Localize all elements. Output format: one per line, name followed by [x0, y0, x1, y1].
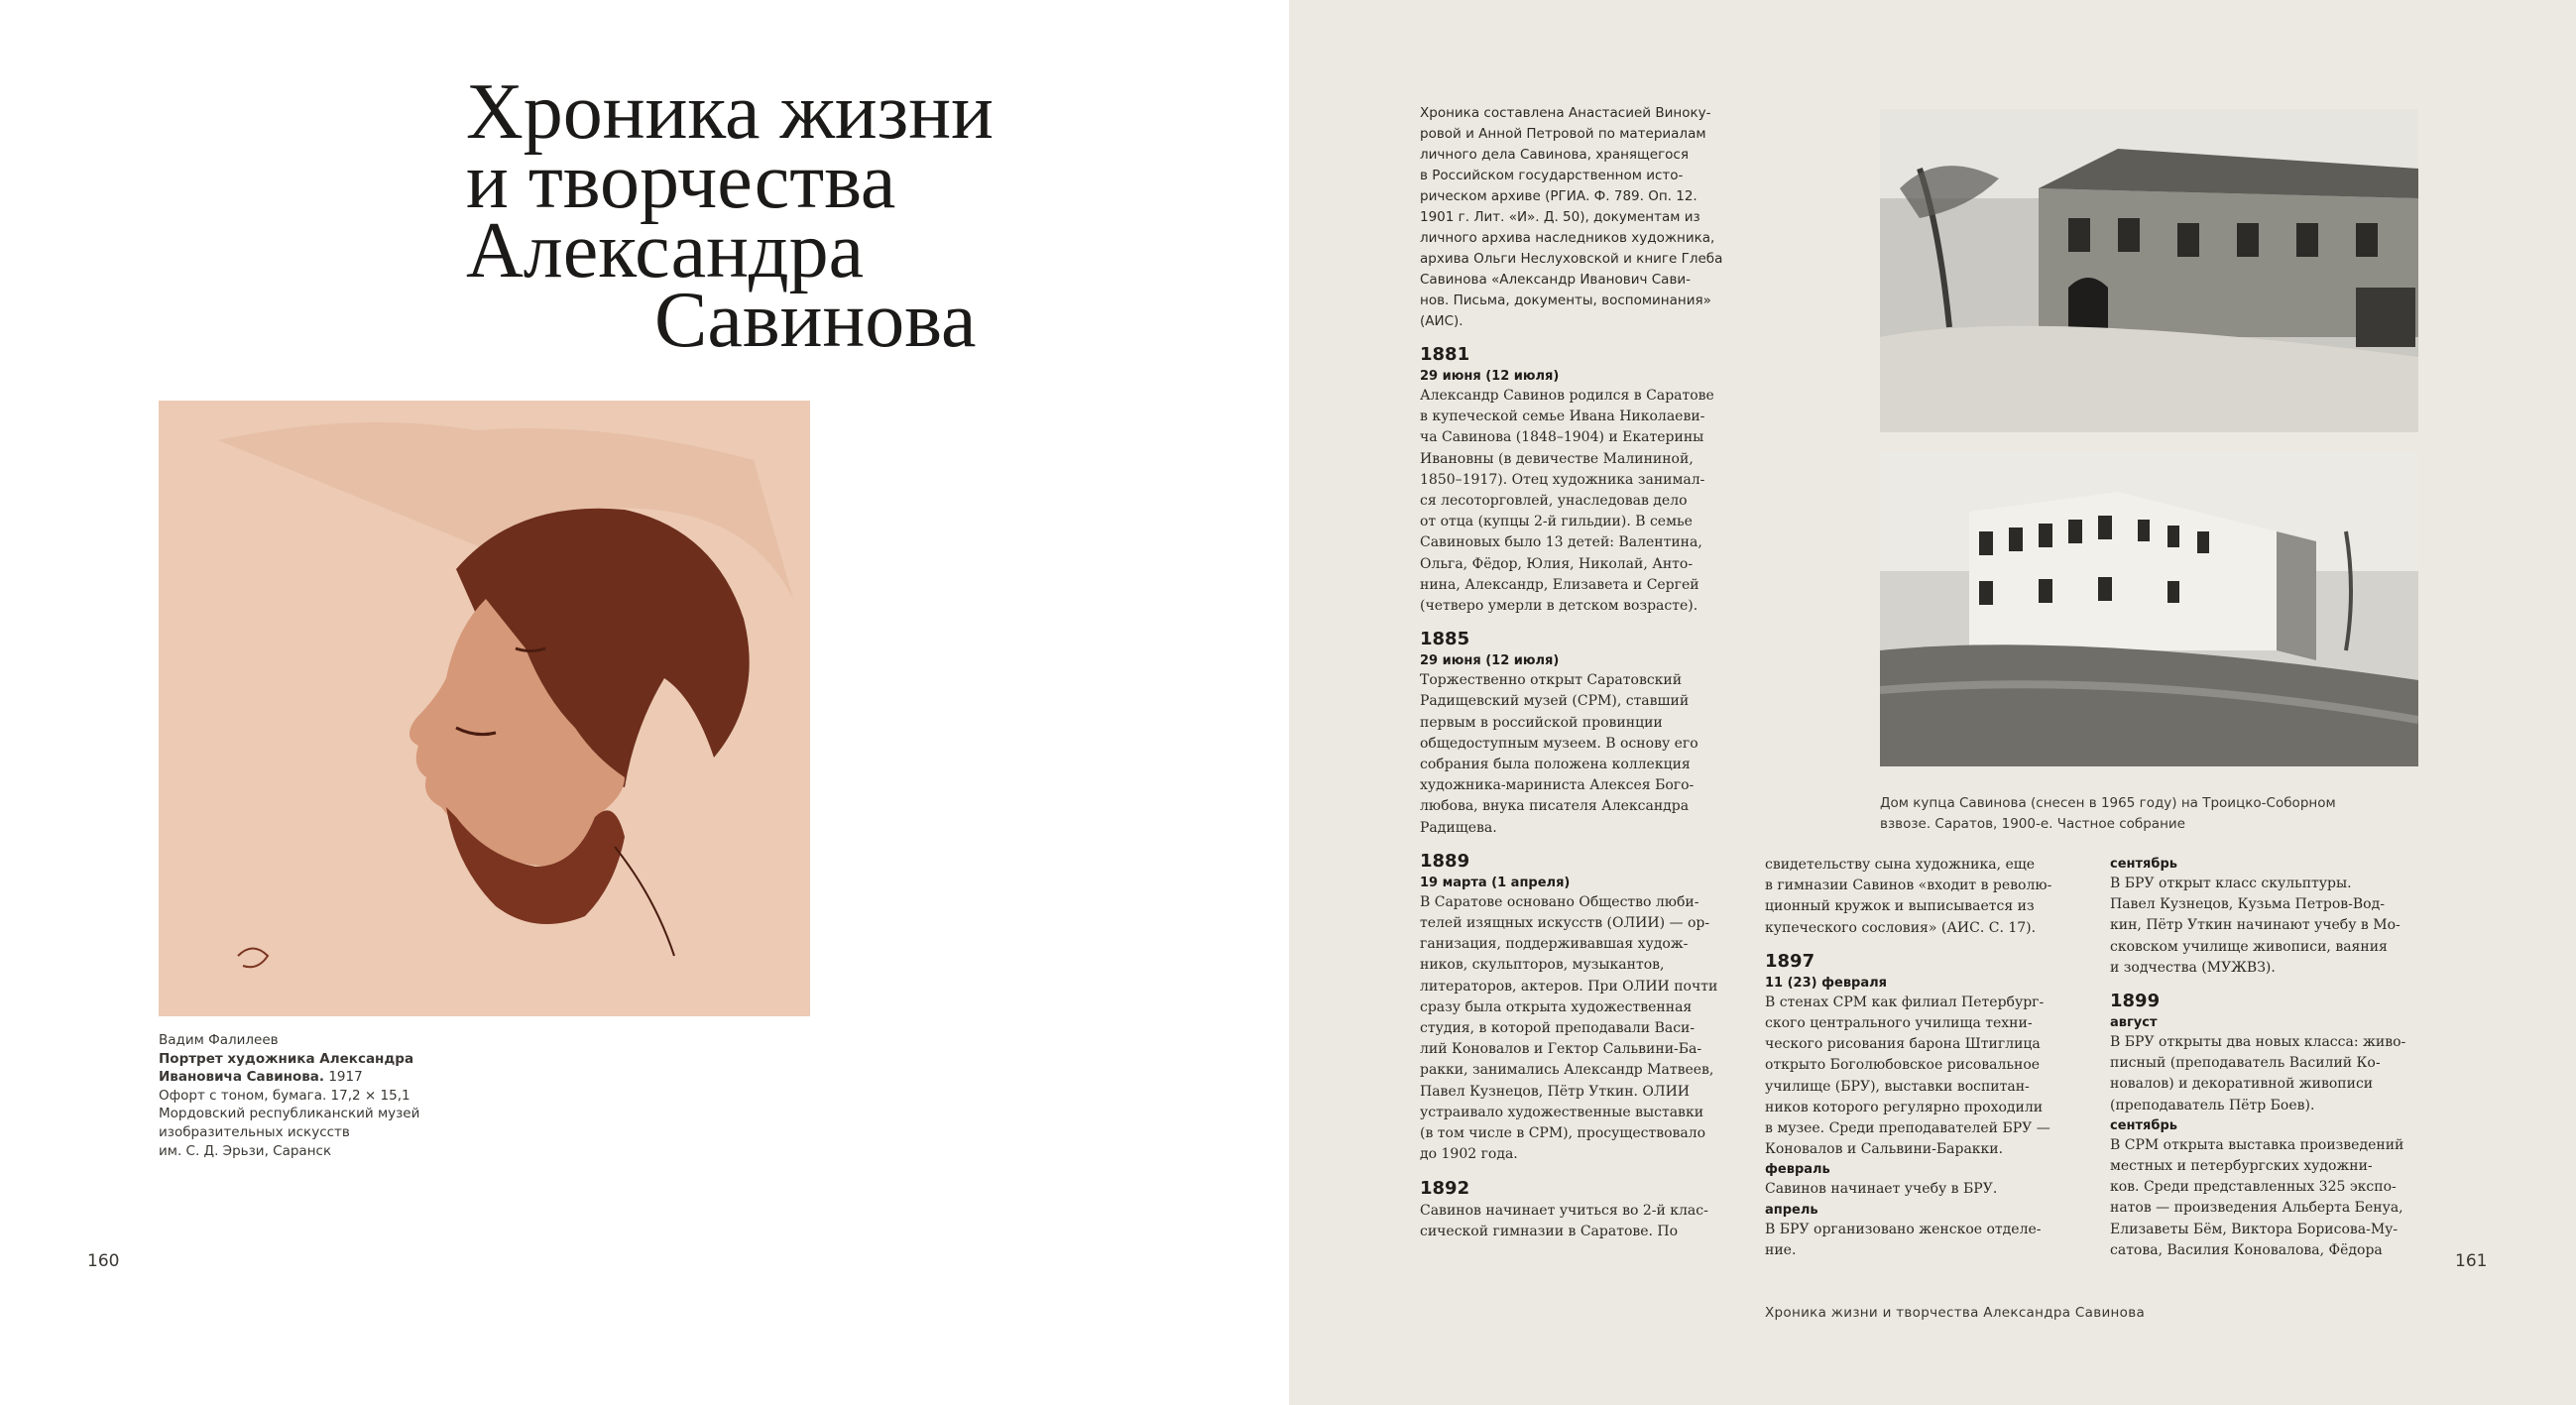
- running-head: Хроника жизни и творчества Александра Савинова: [1765, 1305, 2146, 1321]
- text-line: нина, Александр, Елизавета и Сергей: [1420, 576, 1699, 593]
- text-line: В БРУ открыты два новых класса: живо-: [2110, 1034, 2406, 1051]
- page-number: 160: [87, 1251, 120, 1271]
- chronicle-year: 1885: [1420, 629, 1470, 650]
- chronicle-year: 1881: [1420, 344, 1470, 365]
- text-line: 1850–1917). Отец художника занимал-: [1420, 471, 1705, 488]
- title-line: и творчества: [466, 138, 896, 225]
- text-line: ча Савинова (1848–1904) и Екатерины: [1420, 429, 1704, 446]
- title-line: Хроника жизни: [466, 68, 994, 156]
- text-line: личного дела Савинова, хранящегося: [1420, 147, 1689, 163]
- chronicle-date: сентябрь: [2110, 1117, 2177, 1133]
- text-line: собрания была положена коллекция: [1420, 757, 1691, 773]
- photo-caption: [1880, 793, 2435, 835]
- caption-year: 1917: [324, 1069, 363, 1086]
- text-line: 1901 г. Лит. «И». Д. 50), документам из: [1420, 209, 1700, 225]
- text-line: Радищевский музей (СРМ), ставший: [1420, 693, 1690, 710]
- text-line: Ивановны (в девичестве Малининой,: [1420, 450, 1694, 467]
- text-line: Павел Кузнецов, Пётр Уткин. ОЛИИ: [1420, 1083, 1691, 1100]
- chronicle-column-1: [1420, 103, 1747, 1242]
- text-line: в Российском государственном исто-: [1420, 168, 1684, 183]
- text-line: художника-мариниста Алексея Бого-: [1420, 777, 1695, 794]
- chronicle-date: сентябрь: [2110, 857, 2177, 872]
- text-line: Савиновых было 13 детей: Валентина,: [1420, 534, 1702, 551]
- text-line: писный (преподаватель Василий Ко-: [2110, 1055, 2381, 1072]
- text-line: Савинов начинает учиться во 2-й клас-: [1420, 1202, 1708, 1219]
- text-line: взвозе. Саратов, 1900-е. Частное собрание: [1880, 816, 2185, 832]
- text-line: сатова, Василия Коновалова, Фёдора: [2110, 1241, 2383, 1258]
- title-line: Александра: [466, 207, 865, 294]
- house-photo-icon: [1880, 452, 2418, 766]
- etching-portrait-icon: [159, 401, 810, 1016]
- chronicle-year: 1892: [1420, 1177, 1470, 1199]
- chronicle-date: 29 июня (12 июля): [1420, 653, 1560, 669]
- chronicle-date: февраль: [1765, 1162, 1830, 1178]
- text-line: первым в российской провинции: [1420, 714, 1663, 731]
- text-line: свидетельству сына художника, еще: [1765, 857, 2036, 873]
- chronicle-year: 1889: [1420, 850, 1470, 872]
- text-line: телей изящных искусств (ОЛИИ) — ор-: [1420, 915, 1710, 932]
- text-line: В стенах СРМ как филиал Петербург-: [1765, 994, 2045, 1010]
- text-line: любова, внука писателя Александра: [1420, 798, 1690, 815]
- text-line: Александр Савинов родился в Саратове: [1420, 388, 1714, 404]
- text-line: ракки, занимались Александр Матвеев,: [1420, 1062, 1714, 1079]
- text-line: сковском училище живописи, ваяния: [2110, 938, 2388, 955]
- text-line: (преподаватель Пётр Боев).: [2110, 1097, 2315, 1113]
- page-title: [466, 68, 1160, 364]
- caption-author: Вадим Фалилеев: [159, 1032, 279, 1048]
- text-line: ровой и Анной Петровой по материалам: [1420, 126, 1706, 142]
- house-photo-top: [1880, 109, 2418, 432]
- title-line: Савинова: [654, 277, 977, 364]
- text-line: кин, Пётр Уткин начинают учебу в Мо-: [2110, 917, 2400, 934]
- text-line: ческого рисования барона Штиглица: [1765, 1036, 2041, 1053]
- caption-technique: Офорт с тоном, бумага. 17,2 × 15,1: [159, 1087, 410, 1104]
- text-line: местных и петербургских художни-: [2110, 1158, 2373, 1175]
- text-line: ние.: [1765, 1241, 1797, 1258]
- text-line: устраивало художественные выставки: [1420, 1104, 1704, 1120]
- text-line: новалов) и декоративной живописи: [2110, 1076, 2374, 1093]
- portrait-caption: [159, 1031, 486, 1160]
- text-line: (четверо умерли в детском возрасте).: [1420, 598, 1698, 615]
- text-line: сразу была открыта художественная: [1420, 998, 1693, 1015]
- caption-museum: Мордовский республиканский музей: [159, 1106, 420, 1122]
- page-number: 161: [2455, 1251, 2488, 1271]
- text-line: лий Коновалов и Гектор Сальвини-Ба-: [1420, 1041, 1702, 1058]
- text-line: Коновалов и Сальвини-Баракки.: [1765, 1141, 2004, 1158]
- text-line: сической гимназии в Саратове. По: [1420, 1223, 1679, 1239]
- chronicle-date: 19 марта (1 апреля): [1420, 875, 1571, 890]
- chronicle-date: 29 июня (12 июля): [1420, 369, 1560, 384]
- chronicle-year: 1897: [1765, 950, 1815, 972]
- text-line: Елизаветы Бём, Виктора Борисова-Му-: [2110, 1221, 2399, 1237]
- text-line: ников, скульпторов, музыкантов,: [1420, 957, 1665, 974]
- text-line: общедоступным музеем. В основу его: [1420, 735, 1698, 752]
- text-line: рическом архиве (РГИА. Ф. 789. Оп. 12.: [1420, 188, 1698, 204]
- text-line: Хроника составлена Анастасией Виноку-: [1420, 105, 1711, 121]
- text-line: В БРУ открыт класс скульптуры.: [2110, 876, 2352, 891]
- text-line: в купеческой семье Ивана Николаеви-: [1420, 409, 1705, 425]
- intro-text: [1420, 103, 1747, 332]
- text-line: от отца (купцы 2-й гильдии). В семье: [1420, 514, 1693, 530]
- text-line: Ольга, Фёдор, Юлия, Николай, Анто-: [1420, 555, 1694, 572]
- caption-title: Ивановича Савинова.: [159, 1069, 325, 1086]
- house-photo-icon: [1880, 109, 2418, 432]
- text-line: и зодчества (МУЖВЗ).: [2110, 959, 2276, 976]
- portrait-etching: [159, 401, 810, 1016]
- text-line: открыто Боголюбовское рисовальное: [1765, 1057, 2041, 1074]
- text-line: училище (БРУ), выставки воспитан-: [1765, 1078, 2030, 1095]
- text-line: В Саратове основано Общество люби-: [1420, 893, 1699, 910]
- text-line: ганизация, поддерживавшая худож-: [1420, 936, 1689, 953]
- text-line: Торжественно открыт Саратовский: [1420, 672, 1683, 689]
- text-line: в гимназии Савинов «входит в револю-: [1765, 878, 2052, 894]
- text-line: (в том числе в СРМ), просуществовало: [1420, 1125, 1706, 1142]
- text-line: нов. Письма, документы, воспоминания»: [1420, 293, 1711, 308]
- text-line: архива Ольги Неслуховской и книге Глеба: [1420, 251, 1723, 267]
- chronicle-year: 1899: [2110, 991, 2161, 1012]
- caption-title: Портрет художника Александра: [159, 1050, 414, 1067]
- text-line: ков. Среди представленных 325 экспо-: [2110, 1179, 2397, 1196]
- text-line: в музее. Среди преподавателей БРУ —: [1765, 1120, 2050, 1137]
- text-line: Савинов начинает учебу в БРУ.: [1765, 1181, 1998, 1198]
- chronicle-date: апрель: [1765, 1202, 1818, 1218]
- chronicle-column-3: [2110, 855, 2437, 1261]
- text-line: ся лесоторговлей, унаследовав дело: [1420, 493, 1688, 510]
- chronicle-column-2: [1765, 855, 2092, 1261]
- chronicle-date: 11 (23) февраля: [1765, 975, 1888, 991]
- text-line: студия, в которой преподавали Васи-: [1420, 1020, 1696, 1037]
- text-line: В БРУ организовано женское отделе-: [1765, 1221, 2042, 1237]
- text-line: личного архива наследников художника,: [1420, 230, 1715, 246]
- text-line: литераторов, актеров. При ОЛИИ почти: [1420, 978, 1718, 995]
- text-line: В СРМ открыта выставка произведений: [2110, 1136, 2404, 1153]
- caption-museum: изобразительных искусств: [159, 1123, 350, 1140]
- text-line: Радищева.: [1420, 819, 1497, 836]
- text-line: (АИС).: [1420, 313, 1464, 329]
- text-line: ционный кружок и выписывается из: [1765, 898, 2035, 915]
- text-line: Савинова «Александр Иванович Сави-: [1420, 272, 1692, 288]
- text-line: натов — произведения Альберта Бенуа,: [2110, 1200, 2403, 1217]
- text-line: купеческого сословия» (АИС. С. 17).: [1765, 919, 2037, 936]
- house-photo-bottom: [1880, 452, 2418, 766]
- text-line: Дом купца Савинова (снесен в 1965 году) на Троицко-Соборном: [1880, 795, 2336, 811]
- chronicle-date: август: [2110, 1015, 2158, 1031]
- caption-museum: им. С. Д. Эрьзи, Саранск: [159, 1142, 332, 1159]
- text-line: Павел Кузнецов, Кузьма Петров-Вод-: [2110, 896, 2385, 913]
- text-line: ников которого регулярно проходили: [1765, 1099, 2044, 1115]
- text-line: до 1902 года.: [1420, 1146, 1518, 1163]
- text-line: ского центрального училища техни-: [1765, 1015, 2033, 1032]
